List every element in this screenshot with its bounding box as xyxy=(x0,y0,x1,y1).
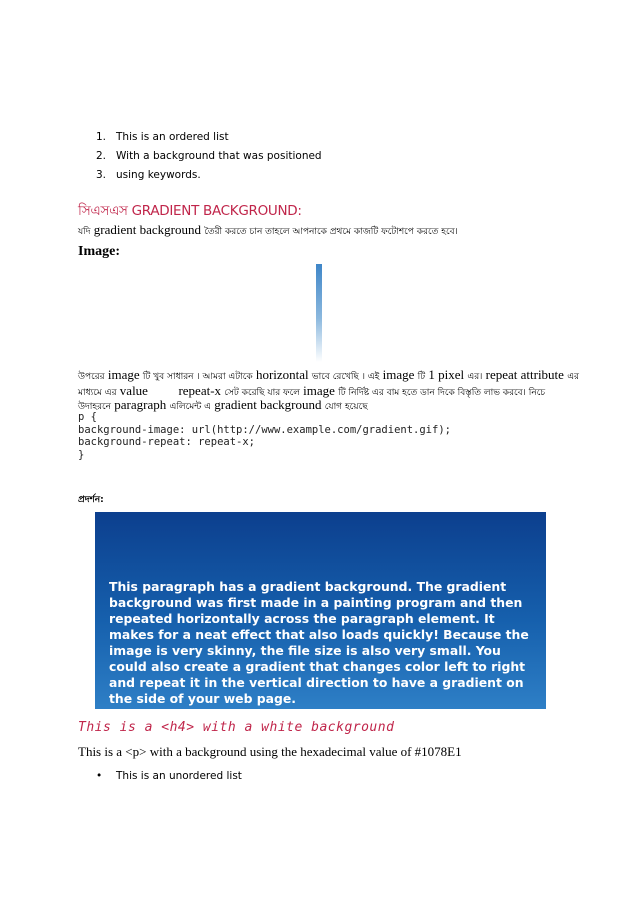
desc2-en-3: image xyxy=(303,383,335,398)
desc1-bn-4: টি xyxy=(417,372,426,382)
list-item-text: This is an ordered list xyxy=(116,131,229,143)
intro-line xyxy=(78,222,458,239)
list-item xyxy=(96,770,242,782)
desc2-bn-3: টি নির্দিষ্ট এর বাম হতে ডান দিকে বিস্তৃতি লাভ করবে। নিচে xyxy=(338,388,546,398)
list-item xyxy=(96,147,322,166)
code-line: background-repeat: repeat-x; xyxy=(78,436,256,448)
intro-bn-2: তৈরী করতে চান তাহলে আপনাকে প্রথমে কাজটি ফটোশপে করতে হবে। xyxy=(204,227,458,237)
intro-bn-1: যদি xyxy=(78,227,91,237)
desc3-bn-1: উদাহরনে xyxy=(78,402,112,412)
paragraph-example: This is a <p> with a background using the hexadecimal value of #1078E1 xyxy=(78,744,462,759)
code-block xyxy=(78,411,451,461)
desc1-bn-1: উপরের xyxy=(78,372,105,382)
list-item-text: This is an unordered list xyxy=(116,770,242,782)
desc1-en-3: image xyxy=(382,367,415,382)
intro-en-1: gradient background xyxy=(93,222,201,237)
h4-example: This is a <h4> with a white background xyxy=(78,720,395,735)
desc3-bn-3: যোগ হয়েছে xyxy=(324,402,368,412)
section-heading: সিএসএস GRADIENT BACKGROUND: xyxy=(78,203,302,219)
desc2-en-2: repeat-x xyxy=(178,383,222,398)
code-line: background-image: url(http://www.example.com/gradient.gif); xyxy=(78,423,451,436)
gradient-image xyxy=(316,264,322,362)
desc2-en-1: value xyxy=(119,383,148,398)
list-item xyxy=(96,166,322,185)
unordered-list xyxy=(96,770,242,782)
list-item-text: using keywords. xyxy=(116,169,201,181)
list-item-text: With a background that was positioned xyxy=(116,150,322,162)
demo-paragraph: This paragraph has a gradient background. The gradient background was first made in a painting program and then repeated horizontally across the paragraph element. It makes for a neat effect that also loads quickly! Because the image is very skinny, the file size is also very small. You could also create a gradient that changes color left to right and repeat it in the vertical direction to have a gradient on the side of your web page. xyxy=(109,579,529,706)
desc1-bn-3: ভাবে রেখেছি । এই xyxy=(311,372,380,382)
demo-label: প্রদর্শন: xyxy=(78,495,104,505)
desc1-en-1: image xyxy=(107,367,140,382)
desc3-bn-2: এলিমেন্ট এ xyxy=(169,402,212,412)
code-line: p { xyxy=(78,411,97,423)
code-line: } xyxy=(78,448,85,461)
description-line-1 xyxy=(78,367,579,384)
list-number: 2. xyxy=(96,150,107,162)
desc1-bn-6: এর xyxy=(567,372,580,382)
desc1-bn-2: টি খুব সাধারন । আমরা এটাকে xyxy=(142,372,253,382)
ordered-list xyxy=(96,128,322,185)
desc2-bn-2: সেট করেছি যার ফলে xyxy=(224,388,300,398)
demo-gradient-box xyxy=(95,512,546,709)
desc1-en-5: repeat attribute xyxy=(485,367,564,382)
desc3-en-1: paragraph xyxy=(114,397,167,412)
list-number: 3. xyxy=(96,169,107,181)
desc1-en-4: 1 pixel xyxy=(428,367,465,382)
desc1-en-2: horizontal xyxy=(255,367,309,382)
list-number: 1. xyxy=(96,131,107,143)
image-label: Image: xyxy=(78,244,120,259)
bullet-icon: • xyxy=(96,770,103,782)
desc3-en-2: gradient background xyxy=(214,397,322,412)
desc1-bn-5: এর। xyxy=(467,372,483,382)
desc2-bn-1: মাধ্যমে এর xyxy=(78,388,117,398)
list-item xyxy=(96,128,322,147)
